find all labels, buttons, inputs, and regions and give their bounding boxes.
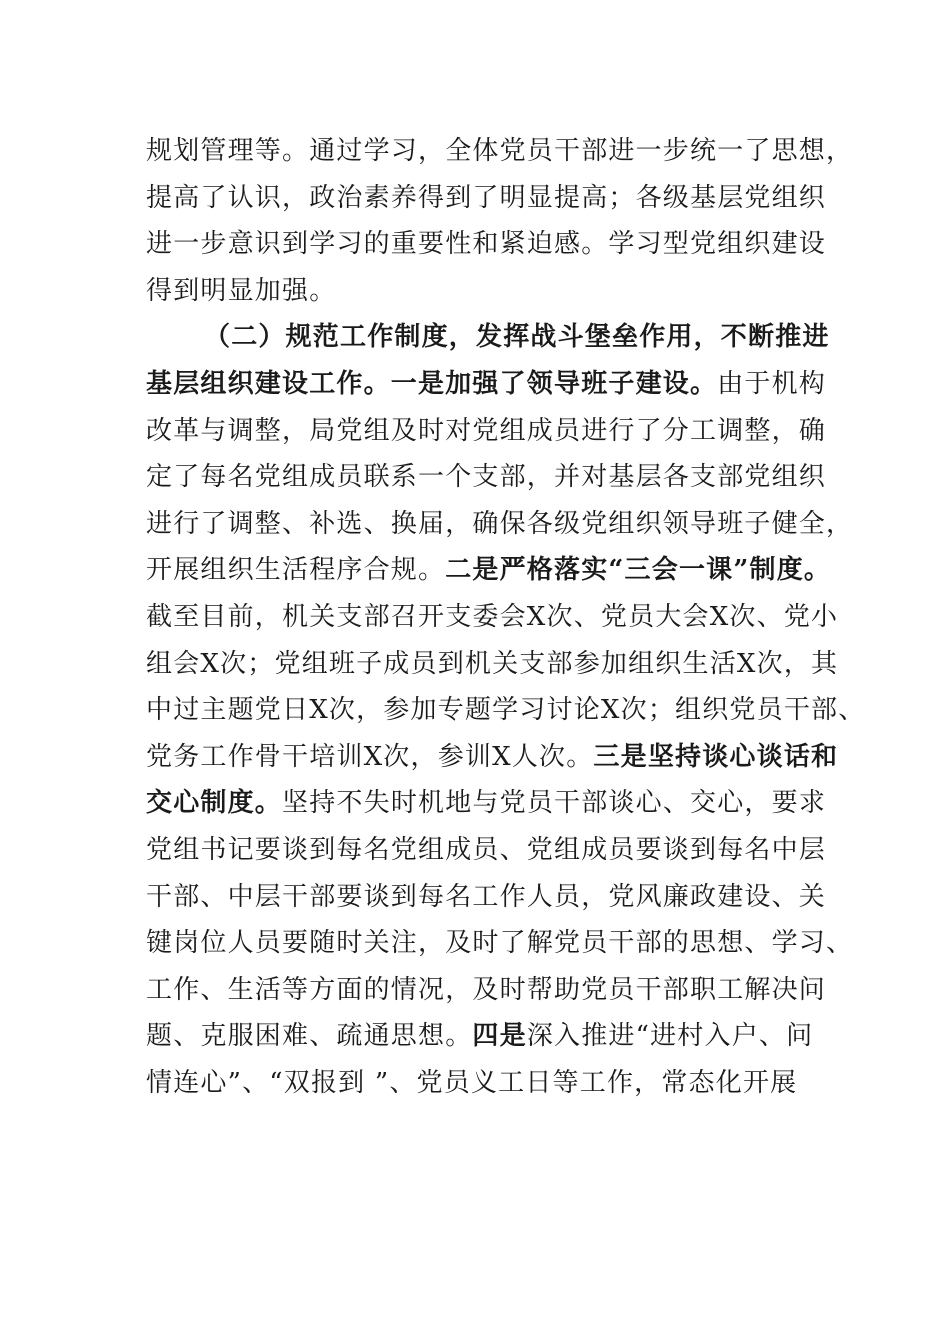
paragraph-line bbox=[146, 175, 836, 222]
text-run: 情连心”、“双报到 ”、党员义工日等工作，常态化开展 bbox=[146, 1067, 798, 1098]
section-heading-line bbox=[146, 314, 836, 361]
paragraph-line bbox=[146, 687, 866, 734]
text-run: 进行了调整、补选、换届，确保各级党组织领导班子健全， bbox=[146, 508, 854, 539]
paragraph-line bbox=[146, 967, 836, 1014]
text-run: 进一步意识到学习的重要性和紧迫感。学习型党组织建设 bbox=[146, 229, 827, 260]
text-run: 开展组织生活程序合规。 bbox=[146, 555, 446, 586]
paragraph-line bbox=[146, 501, 854, 548]
paragraph-line bbox=[146, 408, 836, 455]
paragraph-line bbox=[146, 454, 836, 501]
text-run: 定了每名党组成员联系一个支部，并对基层各支部党组织 bbox=[146, 462, 827, 493]
paragraph-line bbox=[146, 920, 854, 967]
text-run: 干部、中层干部要谈到每名工作人员，党风廉政建设、关 bbox=[146, 881, 827, 912]
bold-text-run: 交心制度。 bbox=[146, 788, 283, 819]
paragraph-line bbox=[146, 221, 836, 268]
paragraph-line bbox=[146, 1060, 836, 1107]
paragraph-line bbox=[146, 1013, 836, 1060]
paragraph-line bbox=[146, 547, 836, 594]
text-run: 键岗位人员要随时关注，及时了解党员干部的思想、学习、 bbox=[146, 928, 854, 959]
text-run: 规划管理等。通过学习，全体党员干部进一步统一了思想， bbox=[146, 136, 854, 166]
paragraph-line bbox=[146, 874, 836, 921]
paragraph-line bbox=[146, 268, 836, 315]
paragraph-line bbox=[146, 361, 836, 408]
paragraph-line bbox=[146, 827, 836, 874]
text-run: 得到明显加强。 bbox=[146, 275, 337, 306]
paragraph-line bbox=[146, 594, 839, 641]
text-run: 组会X次；党组班子成员到机关支部参加组织生活X次，其 bbox=[146, 648, 839, 679]
text-run: 坚持不失时机地与党员干部谈心、交心，要求 bbox=[282, 788, 827, 819]
text-run: 中过主题党日X次，参加专题学习讨论X次；组织党员干部、 bbox=[146, 695, 866, 726]
text-run: 党组书记要谈到每名党组成员、党组成员要谈到每名中层 bbox=[146, 834, 827, 865]
bold-text-run: 基层组织建设工作。一是加强了领导班子建设。 bbox=[146, 368, 718, 399]
text-run: 工作、生活等方面的情况，及时帮助党员干部职工解决问 bbox=[146, 974, 827, 1005]
bold-text-run: （二）规范工作制度，发挥战斗堡垒作用，不断推进 bbox=[204, 322, 830, 353]
text-run: 深入推进“进村入户、问 bbox=[526, 1021, 814, 1052]
bold-text-run: 三是坚持谈心谈话和 bbox=[593, 741, 839, 772]
text-run: 提高了认识，政治素养得到了明显提高；各级基层党组织 bbox=[146, 182, 827, 213]
paragraph-line bbox=[146, 641, 839, 688]
paragraph-line bbox=[146, 128, 854, 175]
paragraph-line bbox=[146, 780, 836, 827]
text-run: 截至目前，机关支部召开支委会X次、党员大会X次、党小 bbox=[146, 601, 839, 632]
text-run: 党务工作骨干培训X次，参训X人次。 bbox=[146, 741, 594, 772]
text-run: 改革与调整，局党组及时对党组成员进行了分工调整，确 bbox=[146, 415, 827, 446]
document-body bbox=[146, 128, 866, 1106]
text-run: 由于机构 bbox=[717, 368, 827, 399]
text-run: 题、克服困难、疏通思想。 bbox=[146, 1021, 473, 1052]
bold-text-run: 四是 bbox=[472, 1021, 527, 1052]
paragraph-line bbox=[146, 734, 839, 781]
bold-text-run: 二是严格落实“三会一课”制度。 bbox=[445, 555, 832, 586]
